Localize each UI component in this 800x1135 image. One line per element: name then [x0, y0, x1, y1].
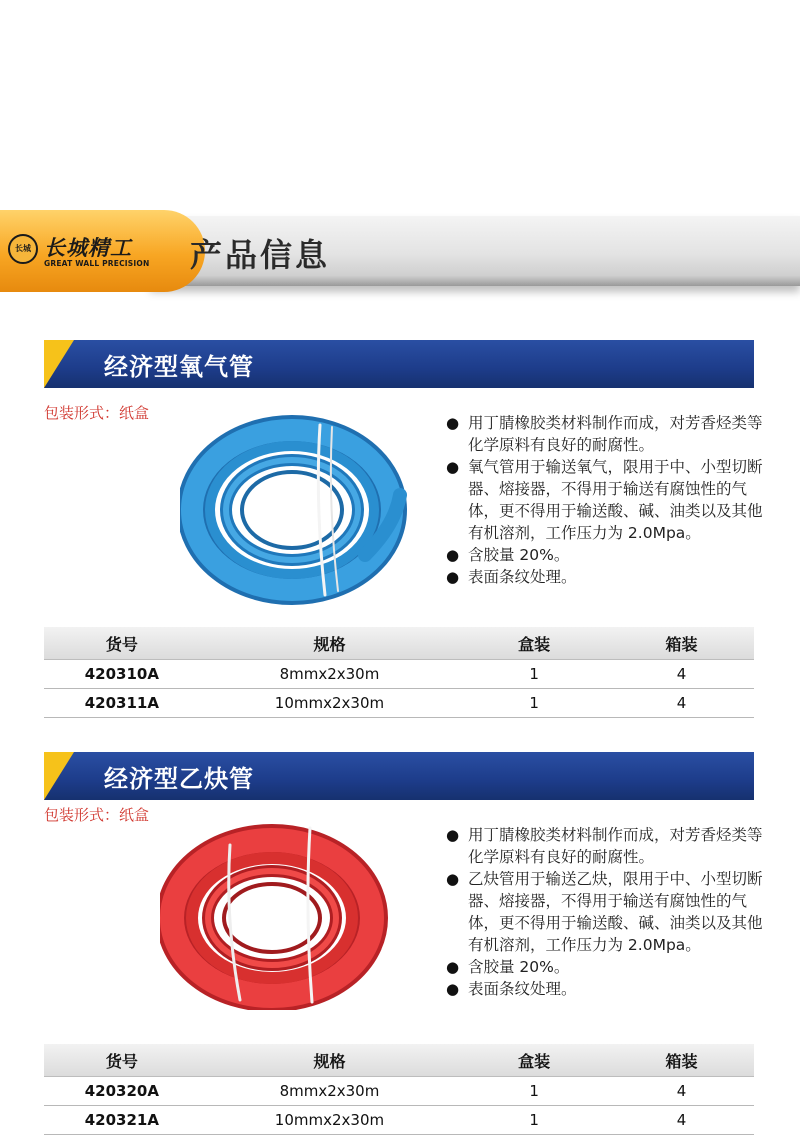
cell-case: 4 — [609, 1106, 754, 1135]
col-header-case: 箱装 — [609, 627, 754, 660]
cell-box: 1 — [459, 660, 609, 689]
logo-badge-icon: 长城 — [8, 234, 38, 264]
section-title: 经济型氧气管 — [104, 353, 254, 381]
bullet-icon: ● — [446, 870, 460, 888]
table-header-row — [44, 627, 754, 660]
acetylene-hose-image — [160, 820, 390, 1010]
brand-logo — [8, 232, 158, 272]
table-row — [44, 689, 754, 718]
oxygen-hose-image — [180, 415, 410, 605]
feature-list — [444, 824, 774, 1000]
cell-code: 420310A — [44, 660, 200, 689]
col-header-code: 货号 — [44, 627, 200, 660]
cell-spec: 8mmx2x30m — [200, 1077, 460, 1106]
bullet-icon: ● — [446, 826, 460, 844]
bullet-icon: ● — [446, 414, 460, 432]
table-row — [44, 1077, 754, 1106]
spec-table — [44, 627, 754, 718]
packaging-label: 包装形式：纸盒 — [44, 806, 150, 824]
section-header-bar — [44, 752, 754, 800]
cell-box: 1 — [459, 1077, 609, 1106]
feature-item: ● 含胶量 20%。 — [446, 958, 570, 976]
table-row — [44, 660, 754, 689]
cell-case: 4 — [609, 1077, 754, 1106]
cell-spec: 8mmx2x30m — [200, 660, 460, 689]
section-header-bar — [44, 340, 754, 388]
cell-case: 4 — [609, 689, 754, 718]
bullet-icon: ● — [446, 458, 460, 476]
table-header-row — [44, 1044, 754, 1077]
cell-spec: 10mmx2x30m — [200, 1106, 460, 1135]
feature-item: ● 用丁腈橡胶类材料制作而成，对芳香烃类等化学原料有良好的耐腐性。 — [446, 826, 763, 866]
table-row — [44, 1106, 754, 1135]
spec-table — [44, 1044, 754, 1135]
feature-item: ● 表面条纹处理。 — [446, 568, 577, 586]
bullet-icon: ● — [446, 958, 460, 976]
feature-item: ● 含胶量 20%。 — [446, 546, 570, 564]
col-header-spec: 规格 — [200, 627, 460, 660]
feature-item: ● 用丁腈橡胶类材料制作而成，对芳香烃类等化学原料有良好的耐腐性。 — [446, 414, 763, 454]
feature-item: ● 乙炔管用于输送乙炔，限用于中、小型切断器、熔接器，不得用于输送有腐蚀性的气体，更不得用于输送酸、碱、油类以及其他有机溶剂，工作压力为 2.0Mpa。 — [446, 870, 763, 954]
bullet-icon: ● — [446, 568, 460, 586]
page-title: 产品信息 — [190, 236, 331, 274]
feature-item: ● 表面条纹处理。 — [446, 980, 577, 998]
section-accent — [44, 752, 74, 800]
brand-name-cn: 长城精工 — [44, 236, 132, 260]
col-header-spec: 规格 — [200, 1044, 460, 1077]
col-header-code: 货号 — [44, 1044, 200, 1077]
cell-code: 420321A — [44, 1106, 200, 1135]
cell-case: 4 — [609, 660, 754, 689]
bullet-icon: ● — [446, 980, 460, 998]
cell-box: 1 — [459, 1106, 609, 1135]
section-accent — [44, 340, 74, 388]
section-title: 经济型乙炔管 — [104, 765, 254, 793]
col-header-box: 盒装 — [459, 627, 609, 660]
feature-item: ● 氧气管用于输送氧气，限用于中、小型切断器、熔接器，不得用于输送有腐蚀性的气体，更不得用于输送酸、碱、油类以及其他有机溶剂，工作压力为 2.0Mpa。 — [446, 458, 763, 542]
cell-spec: 10mmx2x30m — [200, 689, 460, 718]
col-header-box: 盒装 — [459, 1044, 609, 1077]
cell-box: 1 — [459, 689, 609, 718]
col-header-case: 箱装 — [609, 1044, 754, 1077]
header-banner — [0, 210, 800, 292]
brand-name-en: GREAT WALL PRECISION — [44, 259, 150, 268]
cell-code: 420311A — [44, 689, 200, 718]
feature-list — [444, 412, 774, 588]
bullet-icon: ● — [446, 546, 460, 564]
packaging-label: 包装形式：纸盒 — [44, 404, 150, 422]
cell-code: 420320A — [44, 1077, 200, 1106]
